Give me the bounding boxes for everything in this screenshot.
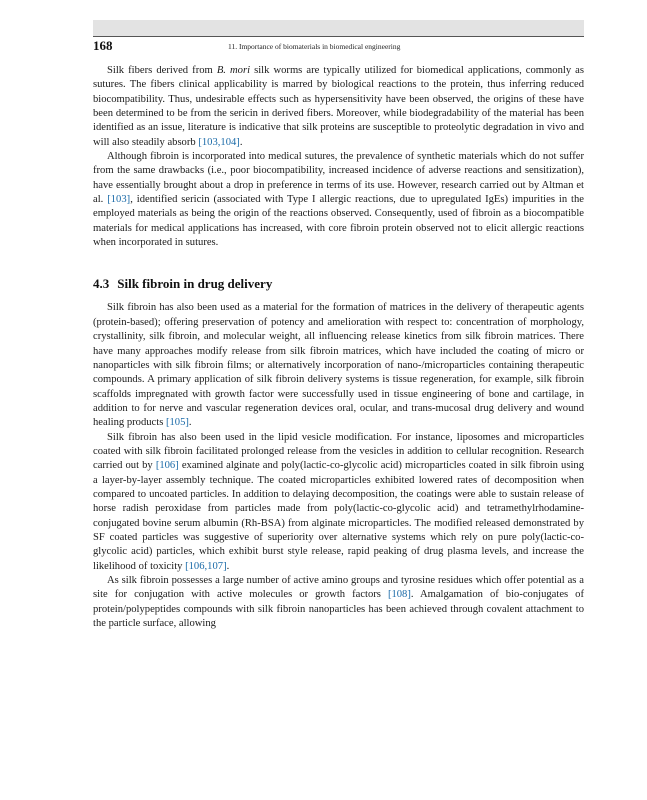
citation-link[interactable]: [103,104]: [198, 136, 240, 148]
paragraph: [93, 150, 584, 250]
citation-link[interactable]: [103]: [107, 194, 131, 206]
paragraph: [93, 574, 584, 631]
text-run: , identified sericin (associated with Type I allergic reactions, due to upregulated IgEs) impurities in the employed materials as being the origin of the reactions observed. Consequently, used of fibroin as a biocompatible materials for medical applications has increased, with core fibroin protein observed not to elicit allergic reactions when incorporated in sutures.: [93, 194, 584, 249]
header-rule: [93, 36, 584, 37]
text-run: .: [188, 417, 192, 429]
citation-link[interactable]: [106]: [155, 460, 179, 472]
text-run: As silk fibroin possesses a large number of active amino groups and tyrosine residues which offer potential as a site for conjugation with active molecules or growth factors: [93, 575, 584, 601]
section-title: Silk fibroin in drug delivery: [117, 276, 273, 292]
running-head: 11. Importance of biomaterials in biomedical engineering: [228, 42, 401, 51]
text-run: .: [239, 136, 243, 148]
paragraph: [93, 301, 584, 430]
italic-text: B. mori: [216, 65, 251, 76]
header-bar: [93, 20, 584, 36]
page-number: 168: [93, 38, 113, 53]
citation-link[interactable]: [106,107]: [185, 560, 227, 572]
text-run: silk worms are typically utilized for biomedical applications, commonly as sutures. The fibers clinical applicability is marred by biological reactions to the protein, thus inferring reduced biocompatibility. Thus, undesirable effects such as hypersensitivity have been observed, the origins of these have been determined to be from the sericin in derived fibers. Moreover, while biodegradability of the material has been identified as an issue, literature is indicative that silk proteins are susceptible to proteolytic degradation in vivo and will also steadily absorb: [93, 65, 585, 148]
citation-link[interactable]: [108]: [387, 589, 411, 601]
text-run: Silk fibers derived from: [107, 65, 217, 76]
body-text: [93, 64, 584, 631]
text-run: Although fibroin is incorporated into medical sutures, the prevalence of synthetic materials which do not suffer from the same drawbacks (i.e., poor biocompatibility, increased incidence of adverse reactions and sensitization), have essentially brought about a drop in preference in terms of its use. However, research carried out by Altman et al.: [93, 151, 584, 206]
text-run: examined alginate and poly(lactic-co-glycolic acid) microparticles coated in silk fibroin using a layer-by-layer assembly technique. The coated microparticles exhibited lowered rates of decomposition when compared to uncoated particles. In addition to delaying decomposition, the coatings were able to sustain release of horse radish peroxidase from particles made from poly(lactic-co-glycolic acid) and tetramethylrhodamine-conjugated bovine serum albumin (Rh-BSA) from alginate microparticles. The modified released demonstrated by SF coated particles was suggestive of superiority over alternative systems which rely on pure poly(lactic-co-glycolic acid) particles, which exhibit burst style release, rapid peaking of drug plasma levels, and increase the likelihood of toxicity: [93, 460, 584, 572]
paragraph: [93, 64, 584, 150]
paragraph: [93, 431, 584, 574]
section-heading: [93, 276, 584, 292]
citation-link[interactable]: [105]: [165, 417, 189, 429]
text-run: Silk fibroin has also been used as a material for the formation of matrices in the delivery of therapeutic agents (protein-based); offering preservation of potency and amelioration with respect to: concentration of morphology, crystallinity, silk fibroin, and molecular weight, all influencing release kinetics from silk fibroin matrices. There have many approaches modify release from silk fibroin matrices, which have included the coating of micro or nanoparticles with silk fibroin films; or alternatively incorporation of nano-/microparticles containing therapeutic compounds. A primary application of silk fibroin delivery systems is tissue regeneration, for example, silk fibroin scaffolds impregnated with growth factor were successfully used in tissue engineering of bone and cartilage, in addition to for nerve and vascular regeneration devices oral, ocular, and trans-mucosal drug delivery and wound healing products: [93, 302, 584, 429]
section-number: 4.3: [93, 276, 110, 292]
text-run: . Amalgamation of bio-conjugates of protein/polypeptides compounds with silk fibroin nanoparticles has been achieved through covalent attachment to the particle surface, allowing: [93, 589, 584, 630]
text-run: Silk fibroin has also been used in the lipid vesicle modification. For instance, liposomes and microparticles coated with silk fibroin facilitated prolonged release from the vesicles in addition to cellular recognition. Research carried out by: [93, 431, 584, 472]
text-run: .: [226, 560, 230, 572]
